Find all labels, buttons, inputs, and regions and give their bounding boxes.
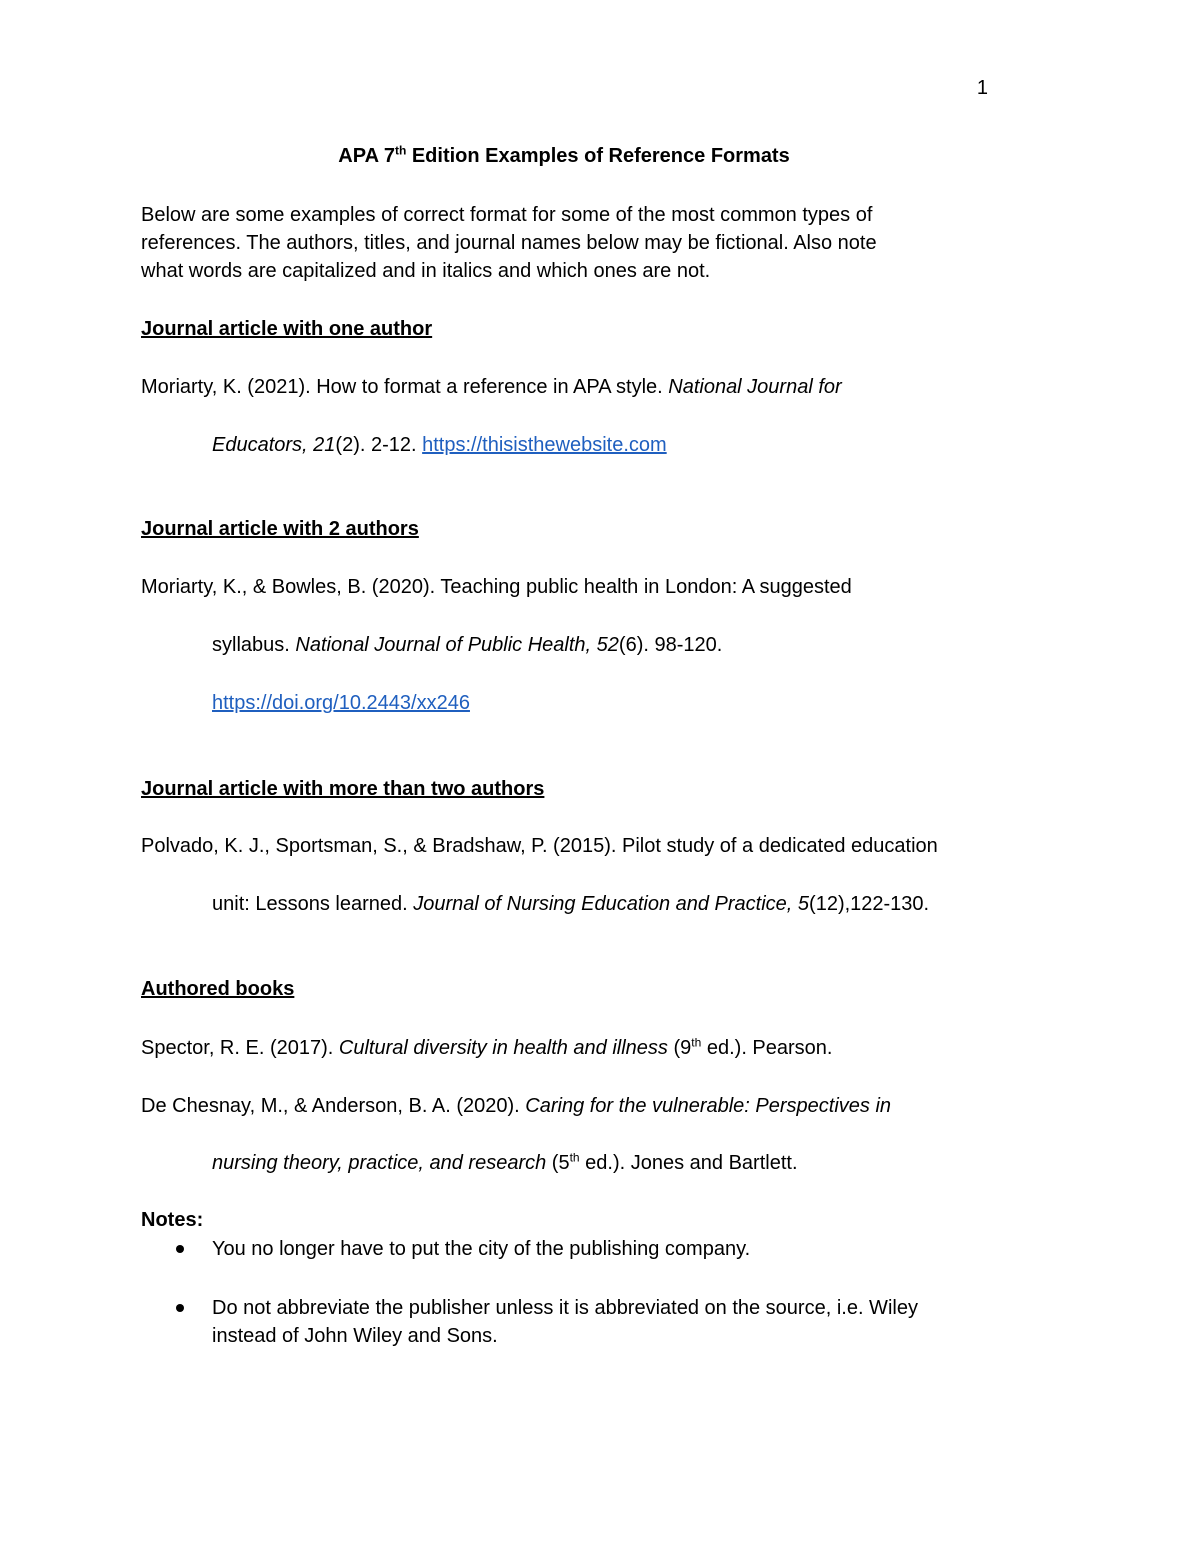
- reference-more-authors-line-1: Polvado, K. J., Sportsman, S., & Bradshaw, P. (2015). Pilot study of a dedicated education: [141, 835, 938, 857]
- note-item-2-line-2: instead of John Wiley and Sons.: [212, 1325, 498, 1347]
- reference-two-authors-line-1: Moriarty, K., & Bowles, B. (2020). Teaching public health in London: A suggested: [141, 576, 852, 598]
- reference-book-2-line-1: De Chesnay, M., & Anderson, B. A. (2020). Caring for the vulnerable: Perspectives in: [141, 1095, 892, 1117]
- page-title: APA 7th Edition Examples of Reference Formats: [338, 143, 790, 167]
- reference-more-authors-line-2: unit: Lessons learned. Journal of Nursing Education and Practice, 5(12),122-130.: [212, 893, 930, 915]
- intro-line-1: Below are some examples of correct format for some of the most common types of: [141, 204, 873, 226]
- reference-two-authors-line-3: [212, 689, 470, 717]
- reference-link-doi[interactable]: https://doi.org/10.2443/xx246: [212, 692, 470, 714]
- section-heading-one-author: Journal article with one author: [141, 318, 433, 340]
- reference-link-website[interactable]: https://thisisthewebsite.com: [422, 434, 667, 456]
- notes-label: Notes:: [141, 1209, 204, 1231]
- reference-book-1: Spector, R. E. (2017). Cultural diversity in health and illness (9th ed.). Pearson.: [141, 1035, 833, 1059]
- intro-line-3: what words are capitalized and in italics and which ones are not.: [141, 260, 711, 282]
- section-heading-books: Authored books: [141, 978, 295, 1000]
- bullet-icon: [176, 1245, 184, 1253]
- section-heading-more-authors: Journal article with more than two authors: [141, 778, 545, 800]
- reference-two-authors-line-2: syllabus. National Journal of Public Health, 52(6). 98-120.: [212, 634, 723, 656]
- reference-book-2-line-2: nursing theory, practice, and research (5th ed.). Jones and Bartlett.: [212, 1150, 798, 1174]
- section-heading-two-authors: Journal article with 2 authors: [141, 518, 419, 540]
- bullet-icon: [176, 1304, 184, 1312]
- intro-line-2: references. The authors, titles, and journal names below may be fictional. Also note: [141, 232, 877, 254]
- note-item-2-line-1: Do not abbreviate the publisher unless it is abbreviated on the source, i.e. Wiley: [212, 1297, 918, 1319]
- reference-one-author-line-2: Educators, 21(2). 2-12. https://thisisthewebsite.com: [212, 434, 667, 456]
- reference-one-author-line-1: Moriarty, K. (2021). How to format a reference in APA style. National Journal for: [141, 376, 842, 398]
- page-number: 1: [976, 77, 988, 99]
- note-item-1: You no longer have to put the city of the publishing company.: [212, 1238, 751, 1260]
